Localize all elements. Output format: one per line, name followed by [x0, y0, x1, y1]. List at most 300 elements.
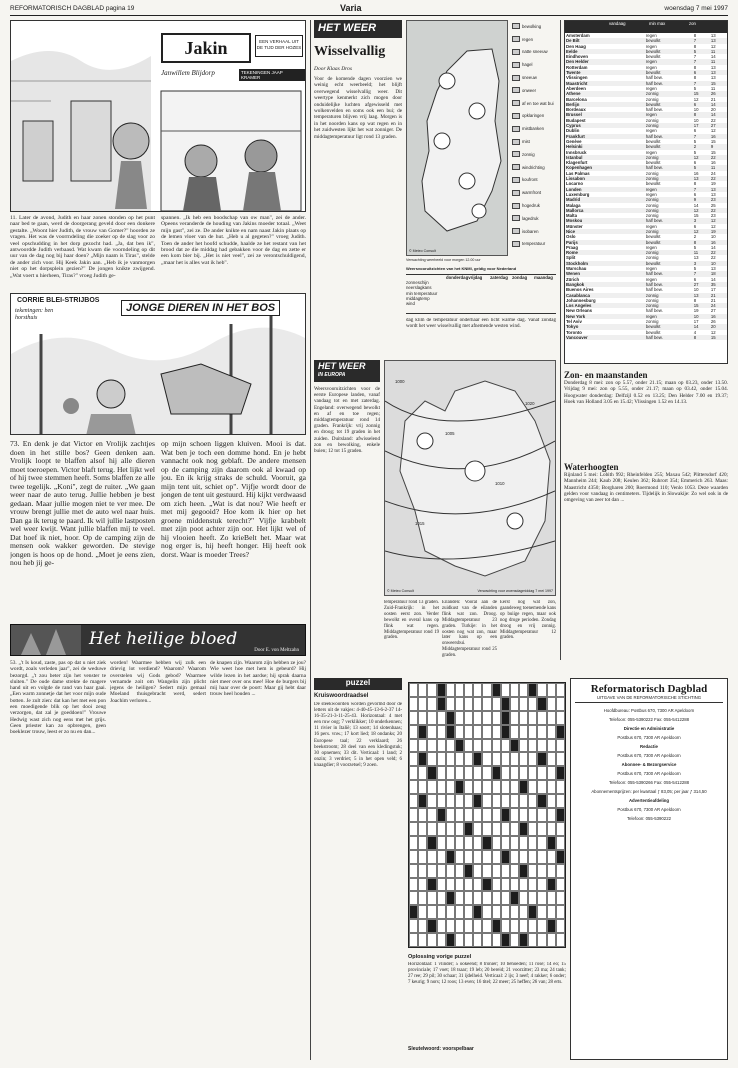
crossword-cell[interactable]: [482, 739, 491, 753]
crossword-cell[interactable]: [510, 808, 519, 822]
crossword-cell[interactable]: [556, 683, 565, 697]
crossword-cell[interactable]: [510, 739, 519, 753]
crossword-cell[interactable]: [464, 850, 473, 864]
crossword-cell[interactable]: [492, 905, 501, 919]
crossword-cell[interactable]: [473, 725, 482, 739]
crossword-cell[interactable]: [464, 711, 473, 725]
crossword-cell[interactable]: [556, 919, 565, 933]
crossword-cell[interactable]: [528, 739, 537, 753]
crossword-cell[interactable]: [492, 739, 501, 753]
crossword-cell[interactable]: [556, 878, 565, 892]
crossword-cell[interactable]: [528, 822, 537, 836]
crossword-cell[interactable]: [492, 850, 501, 864]
crossword-cell[interactable]: [519, 766, 528, 780]
crossword-cell[interactable]: [455, 683, 464, 697]
crossword-cell[interactable]: [528, 878, 537, 892]
crossword-cell[interactable]: [501, 711, 510, 725]
crossword-cell[interactable]: [464, 864, 473, 878]
crossword-cell[interactable]: [528, 780, 537, 794]
crossword-cell[interactable]: [455, 752, 464, 766]
crossword-cell[interactable]: [437, 933, 446, 947]
crossword-cell[interactable]: [492, 752, 501, 766]
crossword-cell[interactable]: [519, 836, 528, 850]
crossword-cell[interactable]: [547, 891, 556, 905]
crossword-cell[interactable]: [501, 836, 510, 850]
crossword-cell[interactable]: [556, 864, 565, 878]
crossword-cell[interactable]: [510, 891, 519, 905]
crossword-cell[interactable]: [492, 766, 501, 780]
crossword-cell[interactable]: [510, 850, 519, 864]
crossword-cell[interactable]: [437, 836, 446, 850]
crossword-cell[interactable]: [409, 711, 418, 725]
crossword-cell[interactable]: [537, 808, 546, 822]
crossword-cell[interactable]: [464, 933, 473, 947]
crossword-cell[interactable]: [427, 891, 436, 905]
crossword-cell[interactable]: [464, 794, 473, 808]
crossword-cell[interactable]: [427, 766, 436, 780]
crossword-cell[interactable]: [492, 933, 501, 947]
crossword-cell[interactable]: [556, 933, 565, 947]
crossword-cell[interactable]: [464, 822, 473, 836]
crossword-cell[interactable]: [473, 850, 482, 864]
crossword-cell[interactable]: [473, 794, 482, 808]
crossword-cell[interactable]: [501, 766, 510, 780]
crossword-cell[interactable]: [501, 850, 510, 864]
crossword-cell[interactable]: [409, 780, 418, 794]
crossword-cell[interactable]: [418, 697, 427, 711]
crossword-cell[interactable]: [473, 878, 482, 892]
crossword-cell[interactable]: [446, 850, 455, 864]
crossword-cell[interactable]: [547, 864, 556, 878]
crossword-cell[interactable]: [537, 683, 546, 697]
crossword-cell[interactable]: [455, 808, 464, 822]
crossword-cell[interactable]: [464, 697, 473, 711]
crossword-cell[interactable]: [501, 933, 510, 947]
crossword-cell[interactable]: [501, 697, 510, 711]
crossword-cell[interactable]: [537, 919, 546, 933]
crossword-cell[interactable]: [501, 905, 510, 919]
crossword-cell[interactable]: [473, 933, 482, 947]
crossword-cell[interactable]: [437, 905, 446, 919]
crossword-cell[interactable]: [427, 780, 436, 794]
crossword-cell[interactable]: [446, 822, 455, 836]
crossword-cell[interactable]: [409, 919, 418, 933]
crossword-cell[interactable]: [537, 725, 546, 739]
crossword-cell[interactable]: [501, 739, 510, 753]
crossword-cell[interactable]: [556, 905, 565, 919]
crossword-cell[interactable]: [537, 697, 546, 711]
crossword-cell[interactable]: [528, 933, 537, 947]
crossword-cell[interactable]: [482, 725, 491, 739]
crossword-cell[interactable]: [427, 683, 436, 697]
crossword-cell[interactable]: [556, 808, 565, 822]
crossword-cell[interactable]: [482, 836, 491, 850]
crossword-cell[interactable]: [547, 739, 556, 753]
crossword-cell[interactable]: [437, 766, 446, 780]
crossword-cell[interactable]: [519, 933, 528, 947]
crossword-cell[interactable]: [464, 878, 473, 892]
crossword-cell[interactable]: [437, 711, 446, 725]
crossword-cell[interactable]: [519, 683, 528, 697]
crossword-cell[interactable]: [473, 864, 482, 878]
crossword-cell[interactable]: [427, 933, 436, 947]
crossword-cell[interactable]: [437, 697, 446, 711]
crossword-cell[interactable]: [455, 739, 464, 753]
crossword-cell[interactable]: [418, 711, 427, 725]
crossword-cell[interactable]: [547, 919, 556, 933]
crossword-cell[interactable]: [547, 905, 556, 919]
crossword-cell[interactable]: [473, 808, 482, 822]
crossword-cell[interactable]: [501, 878, 510, 892]
crossword-cell[interactable]: [510, 711, 519, 725]
crossword-cell[interactable]: [528, 766, 537, 780]
crossword-cell[interactable]: [482, 933, 491, 947]
crossword-cell[interactable]: [409, 752, 418, 766]
crossword-cell[interactable]: [409, 725, 418, 739]
crossword-cell[interactable]: [446, 780, 455, 794]
crossword-cell[interactable]: [510, 919, 519, 933]
crossword-cell[interactable]: [519, 780, 528, 794]
crossword-cell[interactable]: [455, 864, 464, 878]
crossword-cell[interactable]: [446, 752, 455, 766]
crossword-cell[interactable]: [501, 919, 510, 933]
crossword-cell[interactable]: [473, 683, 482, 697]
crossword-cell[interactable]: [556, 711, 565, 725]
crossword-cell[interactable]: [464, 780, 473, 794]
crossword-cell[interactable]: [510, 766, 519, 780]
crossword-cell[interactable]: [492, 794, 501, 808]
crossword-cell[interactable]: [482, 752, 491, 766]
crossword-cell[interactable]: [492, 780, 501, 794]
crossword-cell[interactable]: [418, 933, 427, 947]
crossword-cell[interactable]: [528, 697, 537, 711]
crossword-cell[interactable]: [464, 808, 473, 822]
crossword-cell[interactable]: [528, 919, 537, 933]
crossword-cell[interactable]: [446, 697, 455, 711]
crossword-cell[interactable]: [510, 878, 519, 892]
crossword-cell[interactable]: [409, 808, 418, 822]
crossword-cell[interactable]: [418, 905, 427, 919]
crossword-cell[interactable]: [528, 850, 537, 864]
crossword-cell[interactable]: [528, 794, 537, 808]
crossword-cell[interactable]: [455, 919, 464, 933]
crossword-cell[interactable]: [446, 794, 455, 808]
crossword-cell[interactable]: [464, 683, 473, 697]
crossword-cell[interactable]: [482, 780, 491, 794]
crossword-cell[interactable]: [464, 739, 473, 753]
crossword-cell[interactable]: [409, 739, 418, 753]
crossword-cell[interactable]: [409, 878, 418, 892]
crossword-cell[interactable]: [547, 878, 556, 892]
crossword-cell[interactable]: [492, 878, 501, 892]
crossword-cell[interactable]: [427, 808, 436, 822]
crossword-cell[interactable]: [455, 780, 464, 794]
crossword-grid[interactable]: [408, 682, 566, 948]
crossword-cell[interactable]: [556, 766, 565, 780]
crossword-cell[interactable]: [427, 850, 436, 864]
crossword-cell[interactable]: [427, 711, 436, 725]
crossword-cell[interactable]: [409, 697, 418, 711]
crossword-cell[interactable]: [446, 891, 455, 905]
crossword-cell[interactable]: [537, 905, 546, 919]
crossword-cell[interactable]: [437, 725, 446, 739]
crossword-cell[interactable]: [501, 794, 510, 808]
crossword-cell[interactable]: [556, 739, 565, 753]
crossword-cell[interactable]: [427, 739, 436, 753]
crossword-cell[interactable]: [427, 697, 436, 711]
crossword-cell[interactable]: [464, 919, 473, 933]
crossword-cell[interactable]: [482, 864, 491, 878]
crossword-cell[interactable]: [501, 725, 510, 739]
crossword-cell[interactable]: [418, 683, 427, 697]
crossword-cell[interactable]: [437, 739, 446, 753]
crossword-cell[interactable]: [556, 891, 565, 905]
crossword-cell[interactable]: [464, 891, 473, 905]
crossword-cell[interactable]: [455, 933, 464, 947]
crossword-cell[interactable]: [427, 725, 436, 739]
crossword-cell[interactable]: [437, 850, 446, 864]
crossword-cell[interactable]: [537, 891, 546, 905]
crossword-cell[interactable]: [446, 905, 455, 919]
crossword-cell[interactable]: [418, 766, 427, 780]
crossword-cell[interactable]: [519, 725, 528, 739]
crossword-cell[interactable]: [556, 780, 565, 794]
crossword-cell[interactable]: [446, 878, 455, 892]
crossword-cell[interactable]: [510, 780, 519, 794]
crossword-cell[interactable]: [437, 919, 446, 933]
crossword-cell[interactable]: [437, 794, 446, 808]
crossword-cell[interactable]: [537, 836, 546, 850]
crossword-cell[interactable]: [446, 766, 455, 780]
crossword-cell[interactable]: [510, 697, 519, 711]
crossword-cell[interactable]: [455, 878, 464, 892]
crossword-cell[interactable]: [437, 878, 446, 892]
crossword-cell[interactable]: [547, 822, 556, 836]
crossword-cell[interactable]: [473, 739, 482, 753]
crossword-cell[interactable]: [528, 711, 537, 725]
crossword-cell[interactable]: [547, 933, 556, 947]
crossword-cell[interactable]: [409, 822, 418, 836]
crossword-cell[interactable]: [547, 808, 556, 822]
crossword-cell[interactable]: [501, 822, 510, 836]
crossword-cell[interactable]: [427, 905, 436, 919]
crossword-cell[interactable]: [501, 780, 510, 794]
crossword-cell[interactable]: [510, 752, 519, 766]
crossword-cell[interactable]: [427, 864, 436, 878]
crossword-cell[interactable]: [427, 822, 436, 836]
crossword-cell[interactable]: [418, 850, 427, 864]
crossword-cell[interactable]: [455, 794, 464, 808]
crossword-cell[interactable]: [492, 919, 501, 933]
crossword-cell[interactable]: [464, 725, 473, 739]
crossword-cell[interactable]: [437, 683, 446, 697]
crossword-cell[interactable]: [473, 891, 482, 905]
crossword-cell[interactable]: [510, 836, 519, 850]
crossword-cell[interactable]: [437, 891, 446, 905]
crossword-cell[interactable]: [547, 752, 556, 766]
crossword-cell[interactable]: [482, 850, 491, 864]
crossword-cell[interactable]: [418, 725, 427, 739]
crossword-cell[interactable]: [409, 766, 418, 780]
crossword-cell[interactable]: [418, 739, 427, 753]
crossword-cell[interactable]: [547, 794, 556, 808]
crossword-cell[interactable]: [446, 919, 455, 933]
crossword-cell[interactable]: [446, 711, 455, 725]
crossword-cell[interactable]: [510, 725, 519, 739]
crossword-cell[interactable]: [455, 711, 464, 725]
crossword-cell[interactable]: [464, 905, 473, 919]
crossword-cell[interactable]: [519, 891, 528, 905]
crossword-cell[interactable]: [510, 864, 519, 878]
crossword-cell[interactable]: [519, 711, 528, 725]
crossword-cell[interactable]: [455, 891, 464, 905]
crossword-cell[interactable]: [501, 808, 510, 822]
crossword-cell[interactable]: [537, 864, 546, 878]
crossword-cell[interactable]: [556, 725, 565, 739]
crossword-cell[interactable]: [446, 836, 455, 850]
crossword-cell[interactable]: [418, 780, 427, 794]
crossword-cell[interactable]: [501, 891, 510, 905]
crossword-cell[interactable]: [528, 891, 537, 905]
crossword-cell[interactable]: [418, 808, 427, 822]
crossword-cell[interactable]: [492, 683, 501, 697]
crossword-cell[interactable]: [519, 808, 528, 822]
crossword-cell[interactable]: [482, 891, 491, 905]
crossword-cell[interactable]: [455, 822, 464, 836]
crossword-cell[interactable]: [528, 836, 537, 850]
crossword-cell[interactable]: [473, 836, 482, 850]
crossword-cell[interactable]: [501, 864, 510, 878]
crossword-cell[interactable]: [528, 864, 537, 878]
crossword-cell[interactable]: [455, 850, 464, 864]
crossword-cell[interactable]: [437, 864, 446, 878]
crossword-cell[interactable]: [455, 766, 464, 780]
crossword-cell[interactable]: [492, 822, 501, 836]
crossword-cell[interactable]: [537, 766, 546, 780]
crossword-cell[interactable]: [519, 822, 528, 836]
crossword-cell[interactable]: [519, 864, 528, 878]
crossword-cell[interactable]: [519, 850, 528, 864]
crossword-cell[interactable]: [427, 794, 436, 808]
crossword-cell[interactable]: [556, 822, 565, 836]
crossword-cell[interactable]: [547, 711, 556, 725]
crossword-cell[interactable]: [519, 905, 528, 919]
crossword-cell[interactable]: [510, 822, 519, 836]
crossword-cell[interactable]: [464, 766, 473, 780]
crossword-cell[interactable]: [427, 919, 436, 933]
crossword-cell[interactable]: [510, 933, 519, 947]
crossword-cell[interactable]: [492, 808, 501, 822]
crossword-cell[interactable]: [409, 836, 418, 850]
crossword-cell[interactable]: [482, 697, 491, 711]
crossword-cell[interactable]: [547, 850, 556, 864]
crossword-cell[interactable]: [482, 808, 491, 822]
crossword-cell[interactable]: [519, 697, 528, 711]
crossword-cell[interactable]: [473, 697, 482, 711]
crossword-cell[interactable]: [409, 850, 418, 864]
crossword-cell[interactable]: [556, 752, 565, 766]
crossword-cell[interactable]: [537, 850, 546, 864]
crossword-cell[interactable]: [437, 780, 446, 794]
crossword-cell[interactable]: [446, 725, 455, 739]
crossword-cell[interactable]: [537, 794, 546, 808]
crossword-cell[interactable]: [418, 822, 427, 836]
crossword-cell[interactable]: [482, 683, 491, 697]
crossword-cell[interactable]: [418, 836, 427, 850]
crossword-cell[interactable]: [418, 878, 427, 892]
crossword-cell[interactable]: [492, 725, 501, 739]
crossword-cell[interactable]: [409, 683, 418, 697]
crossword-cell[interactable]: [528, 725, 537, 739]
crossword-cell[interactable]: [437, 752, 446, 766]
crossword-cell[interactable]: [492, 836, 501, 850]
crossword-cell[interactable]: [547, 780, 556, 794]
crossword-cell[interactable]: [418, 864, 427, 878]
crossword-cell[interactable]: [482, 822, 491, 836]
crossword-cell[interactable]: [492, 711, 501, 725]
crossword-cell[interactable]: [446, 808, 455, 822]
crossword-cell[interactable]: [418, 794, 427, 808]
crossword-cell[interactable]: [409, 794, 418, 808]
crossword-cell[interactable]: [418, 919, 427, 933]
crossword-cell[interactable]: [492, 891, 501, 905]
crossword-cell[interactable]: [537, 822, 546, 836]
crossword-cell[interactable]: [537, 752, 546, 766]
crossword-cell[interactable]: [427, 878, 436, 892]
crossword-cell[interactable]: [519, 739, 528, 753]
crossword-cell[interactable]: [537, 933, 546, 947]
crossword-cell[interactable]: [446, 683, 455, 697]
crossword-cell[interactable]: [482, 766, 491, 780]
crossword-cell[interactable]: [519, 794, 528, 808]
crossword-cell[interactable]: [556, 697, 565, 711]
crossword-cell[interactable]: [427, 836, 436, 850]
crossword-cell[interactable]: [528, 905, 537, 919]
crossword-cell[interactable]: [482, 794, 491, 808]
crossword-cell[interactable]: [492, 864, 501, 878]
crossword-cell[interactable]: [482, 919, 491, 933]
crossword-cell[interactable]: [437, 808, 446, 822]
crossword-cell[interactable]: [510, 794, 519, 808]
crossword-cell[interactable]: [473, 822, 482, 836]
crossword-cell[interactable]: [519, 878, 528, 892]
crossword-cell[interactable]: [501, 752, 510, 766]
crossword-cell[interactable]: [473, 780, 482, 794]
crossword-cell[interactable]: [537, 739, 546, 753]
crossword-cell[interactable]: [528, 683, 537, 697]
crossword-cell[interactable]: [556, 794, 565, 808]
crossword-cell[interactable]: [537, 780, 546, 794]
crossword-cell[interactable]: [556, 836, 565, 850]
crossword-cell[interactable]: [455, 697, 464, 711]
crossword-cell[interactable]: [473, 766, 482, 780]
crossword-cell[interactable]: [418, 752, 427, 766]
crossword-cell[interactable]: [455, 725, 464, 739]
crossword-cell[interactable]: [427, 752, 436, 766]
crossword-cell[interactable]: [437, 822, 446, 836]
crossword-cell[interactable]: [473, 711, 482, 725]
crossword-cell[interactable]: [537, 878, 546, 892]
crossword-cell[interactable]: [409, 905, 418, 919]
crossword-cell[interactable]: [547, 766, 556, 780]
crossword-cell[interactable]: [482, 711, 491, 725]
crossword-cell[interactable]: [510, 905, 519, 919]
crossword-cell[interactable]: [501, 683, 510, 697]
crossword-cell[interactable]: [464, 752, 473, 766]
crossword-cell[interactable]: [537, 711, 546, 725]
crossword-cell[interactable]: [556, 850, 565, 864]
crossword-cell[interactable]: [510, 683, 519, 697]
